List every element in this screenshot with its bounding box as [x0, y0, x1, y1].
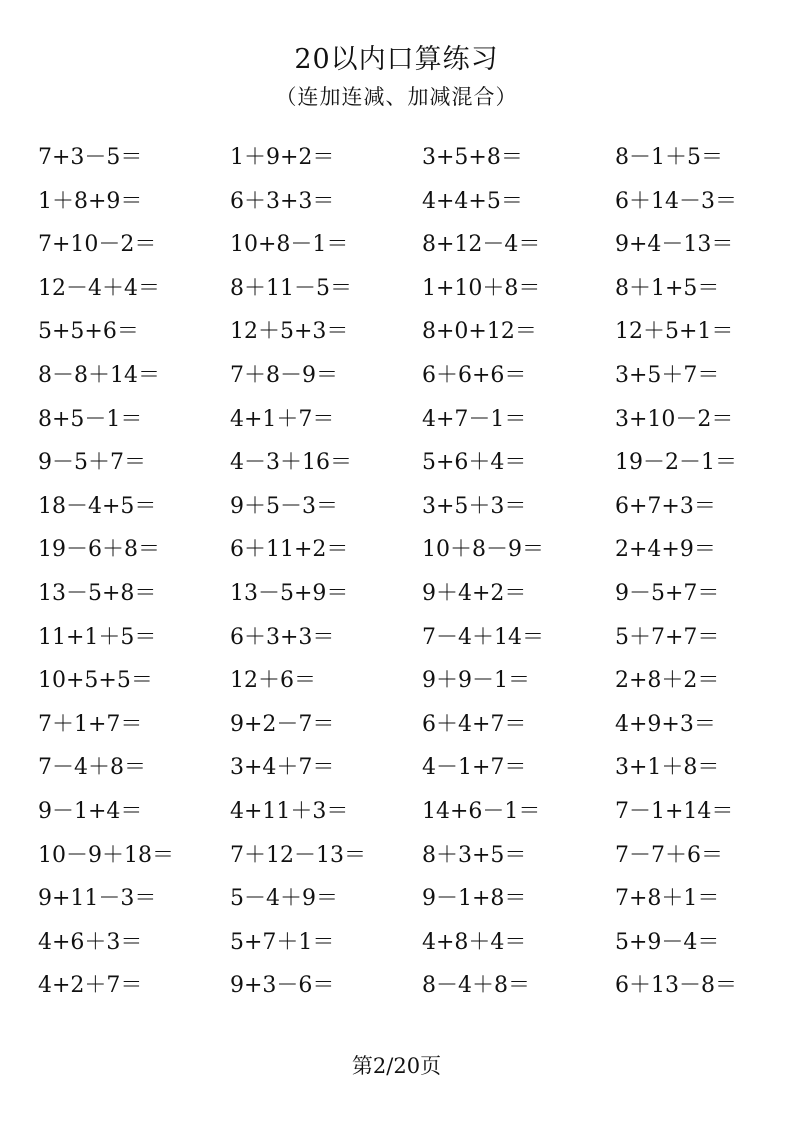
- problem-item: 3+5+8＝: [422, 145, 523, 170]
- problem-item: 4+7－1＝: [422, 406, 527, 432]
- problem-item: 7－7＋6＝: [615, 842, 723, 868]
- problem-item: 12＋6＝: [230, 668, 316, 694]
- problem-item: 8＋3+5＝: [422, 842, 527, 868]
- problem-item: 11+1＋5＝: [38, 624, 157, 650]
- problem-item: 6＋11+2＝: [230, 537, 349, 563]
- problem-item: 6＋3+3＝: [230, 188, 335, 214]
- problem-item: 9＋9－1＝: [422, 668, 530, 694]
- problem-item: 4－1+7＝: [422, 755, 527, 781]
- page-subtitle: （连加连减、加减混合）: [275, 85, 518, 109]
- problem-item: 9＋5－3＝: [230, 493, 338, 519]
- problem-item: 9－1+8＝: [422, 886, 527, 912]
- problem-item: 12＋5+1＝: [615, 319, 734, 345]
- problem-item: 9+2－7＝: [230, 711, 335, 737]
- problem-item: 1＋8+9＝: [38, 188, 143, 214]
- problem-item: 5＋7+7＝: [615, 624, 720, 650]
- problem-item: 3+5＋3＝: [422, 493, 527, 519]
- problem-item: 4+1＋7＝: [230, 406, 335, 432]
- problem-grid: [38, 136, 778, 1008]
- problem-item: 18－4+5＝: [38, 493, 157, 519]
- problem-item: 5+6＋4＝: [422, 450, 527, 476]
- problem-item: 14+6－1＝: [422, 798, 541, 824]
- problem-item: 13－5+8＝: [38, 580, 157, 606]
- problem-item: 4+8＋4＝: [422, 929, 527, 955]
- problem-item: 6＋3+3＝: [230, 624, 335, 650]
- problem-item: 8+0+12＝: [422, 319, 537, 345]
- problem-item: 6＋14－3＝: [615, 188, 737, 214]
- problem-item: 9+3－6＝: [230, 973, 335, 999]
- problem-item: 10＋8－9＝: [422, 537, 544, 563]
- problem-item: 7－1+14＝: [615, 798, 734, 824]
- problem-item: 7＋8－9＝: [230, 362, 338, 388]
- problem-item: 7＋1+7＝: [38, 711, 143, 737]
- problem-item: 6＋6+6＝: [422, 362, 527, 388]
- problem-item: 12＋5+3＝: [230, 319, 349, 345]
- problem-item: 4+11＋3＝: [230, 798, 349, 824]
- problem-item: 4+2＋7＝: [38, 973, 143, 999]
- problem-item: 6＋4+7＝: [422, 711, 527, 737]
- problem-item: 8＋11－5＝: [230, 275, 352, 301]
- problem-item: 2+4+9＝: [615, 537, 716, 563]
- problem-item: 10－9＋18＝: [38, 842, 174, 868]
- problem-item: 8+12－4＝: [422, 232, 541, 258]
- problem-item: 9－1+4＝: [38, 798, 143, 824]
- problem-item: 6＋13－8＝: [615, 973, 737, 999]
- problem-item: 9+11－3＝: [38, 886, 157, 912]
- problem-item: 5+9－4＝: [615, 929, 720, 955]
- problem-item: 1+10＋8＝: [422, 275, 541, 301]
- problem-item: 3+4＋7＝: [230, 755, 335, 781]
- problem-item: 5－4＋9＝: [230, 886, 338, 912]
- problem-item: 7＋12－13＝: [230, 842, 366, 868]
- problem-item: 7－4＋14＝: [422, 624, 544, 650]
- page-title: 20以内口算练习: [294, 44, 499, 75]
- problem-item: 3+5＋7＝: [615, 362, 720, 388]
- problem-item: 5+5+6＝: [38, 319, 139, 345]
- problem-item: 9＋4+2＝: [422, 580, 527, 606]
- problem-item: 6+7+3＝: [615, 493, 716, 519]
- problem-item: 8－8＋14＝: [38, 362, 160, 388]
- problem-item: 13－5+9＝: [230, 580, 349, 606]
- problem-item: 19－6＋8＝: [38, 537, 160, 563]
- problem-item: 3+1＋8＝: [615, 755, 720, 781]
- problem-item: 19－2－1＝: [615, 450, 737, 476]
- problem-item: 8－4＋8＝: [422, 973, 530, 999]
- problem-item: 4+9+3＝: [615, 711, 716, 737]
- problem-item: 4－3＋16＝: [230, 450, 352, 476]
- problem-item: 4+4+5＝: [422, 188, 523, 214]
- problem-item: 9－5+7＝: [615, 580, 720, 606]
- page-footer: 第2/20页: [351, 1054, 442, 1078]
- problem-item: 7－4＋8＝: [38, 755, 146, 781]
- problem-item: 3+10－2＝: [615, 406, 734, 432]
- problem-item: 4+6＋3＝: [38, 929, 143, 955]
- problem-item: 5+7＋1＝: [230, 929, 335, 955]
- problem-item: 7+3－5＝: [38, 145, 143, 170]
- problem-item: 9－5＋7＝: [38, 450, 146, 476]
- problem-item: 7+8＋1＝: [615, 886, 720, 912]
- problem-item: 1＋9+2＝: [230, 145, 335, 170]
- problem-item: 8＋1+5＝: [615, 275, 720, 301]
- problem-item: 10+8－1＝: [230, 232, 349, 258]
- problem-item: 7+10－2＝: [38, 232, 157, 258]
- problem-item: 2+8＋2＝: [615, 668, 720, 694]
- problem-item: 10+5+5＝: [38, 668, 153, 694]
- problem-item: 9+4－13＝: [615, 232, 734, 258]
- problem-item: 12－4＋4＝: [38, 275, 160, 301]
- problem-item: 8－1＋5＝: [615, 145, 723, 170]
- problem-item: 8+5－1＝: [38, 406, 143, 432]
